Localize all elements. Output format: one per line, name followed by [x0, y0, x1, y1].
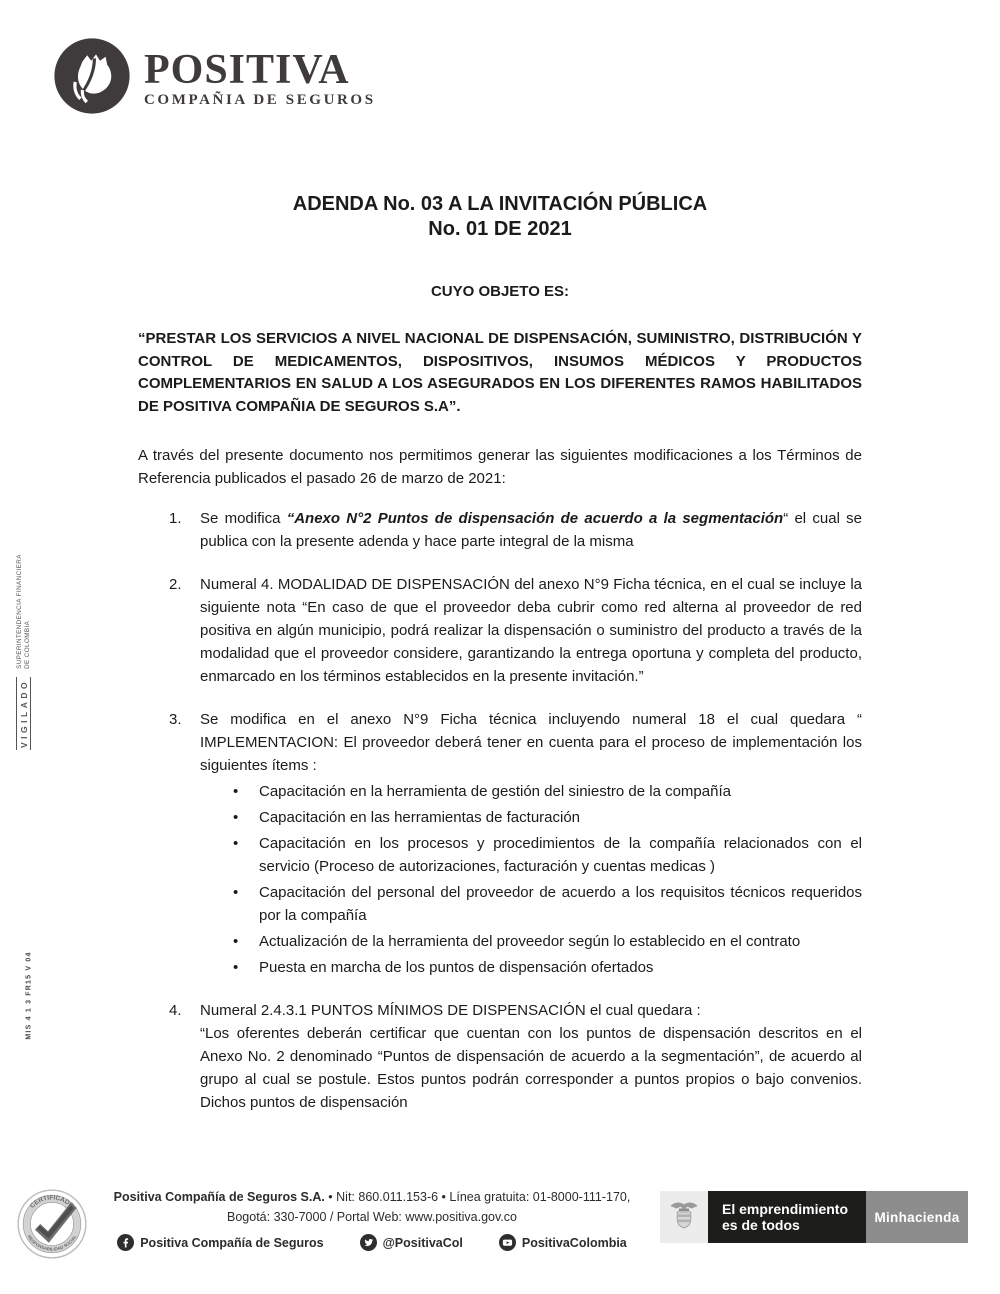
seal-top-text: CERTIFICADO — [28, 1194, 76, 1210]
bullet-item — [233, 881, 862, 927]
colombia-coat-of-arms-icon — [660, 1191, 708, 1243]
youtube-label: PositivaColombia — [521, 1235, 627, 1250]
bullet-text: Capacitación en los procesos y procedimientos de la compañía relacionados con el servicio (Proceso de autorizaciones, facturación y cuentas medicas ) — [259, 835, 862, 875]
bullet-text: Capacitación del personal del proveedor de acuerdo a los requisitos técnicos requeridos por la compañía — [259, 884, 862, 924]
item-text — [200, 999, 862, 1114]
government-branding — [660, 1191, 968, 1243]
logo-brand: POSITIVA — [144, 47, 350, 93]
document-body — [138, 192, 862, 1134]
bullet-text: Capacitación en la herramienta de gestión del siniestro de la compañía — [259, 783, 731, 800]
facebook-label: Positiva Compañía de Seguros — [140, 1235, 324, 1250]
item-number: 4. — [169, 1002, 182, 1019]
vigilado-stamp — [16, 554, 31, 750]
social-twitter — [360, 1234, 463, 1251]
social-youtube — [499, 1234, 627, 1251]
social-links-row — [92, 1234, 652, 1251]
title-line2: No. 01 DE 2021 — [428, 218, 572, 240]
item3-lead: Se modifica en el anexo N°9 Ficha técnica incluyendo numeral 18 el cual quedara “ IMPLEMENTACION: El proveedor deberá tener en cuenta para el proceso de implementación los siguientes ítems : — [200, 711, 862, 774]
gov-slogan-line2: es de todos — [722, 1217, 800, 1233]
gov-slogan — [708, 1191, 866, 1243]
title-line1: ADENDA No. 03 A LA INVITACIÓN PÚBLICA — [292, 193, 708, 215]
object-paragraph: “PRESTAR LOS SERVICIOS A NIVEL NACIONAL DE DISPENSACIÓN, SUMINISTRO, DISTRIBUCIÓN Y CONTROL DE MEDICAMENTOS, DISPOSITIVOS, INSUMOS MÉDICOS Y PRODUCTOS COMPLEMENTARIOS EN SALUD A LOS ASEGURADOS EN LOS DIFERENTES RAMOS HABILITADOS DE POSITIVA COMPAÑIA DE SEGUROS S.A”. — [138, 330, 862, 415]
seal-bottom-text: RESPONSABILIDAD SOCIAL — [26, 1234, 78, 1252]
gov-slogan-line1: El emprendimiento — [722, 1201, 849, 1217]
bullet-text: Puesta en marcha de los puntos de dispensación ofertados — [259, 959, 654, 976]
regulator-label — [16, 554, 31, 669]
bullet-icon: • — [233, 959, 239, 976]
twitter-icon — [360, 1234, 377, 1251]
bullet-item — [233, 806, 862, 829]
bullet-text: Capacitación en las herramientas de facturación — [259, 809, 581, 826]
facebook-icon — [117, 1234, 134, 1251]
item-number: 2. — [169, 576, 182, 593]
positiva-logo — [52, 36, 376, 116]
list-item-4 — [138, 999, 862, 1114]
bullet-item — [233, 930, 862, 953]
bullet-item — [233, 780, 862, 803]
regulator-line2: DE COLOMBIA — [23, 620, 31, 669]
bullet-icon: • — [233, 835, 239, 852]
item-text: Numeral 4. MODALIDAD DE DISPENSACIÓN del anexo N°9 Ficha técnica, en el cual se incluye la siguiente nota “En caso de que el proveedor deba cubrir como red alterna al proveedor de red positiva en algún municipio, podrá realizar la dispensación o suministro del producto a través de la modalidad que el proveedor considere, garantizando la entrega oportuna y completa del producto, enmarcado en los términos establecidos en la presente invitación.” — [200, 576, 862, 685]
bullet-icon: • — [233, 933, 239, 950]
item1-prefix: Se modifica — [200, 510, 287, 527]
list-item-3 — [138, 708, 862, 979]
form-code: MIS 4 1 3 FR15 V 04 — [25, 951, 33, 1040]
vigilado-label: VIGILADO — [16, 677, 31, 750]
item1-emphasis: “Anexo N°2 Puntos de dispensación de acuerdo a la segmentación — [286, 510, 784, 527]
bullet-icon: • — [233, 809, 239, 826]
certification-seal-icon — [16, 1188, 88, 1260]
logo-tagline: COMPAÑIA DE SEGUROS — [144, 92, 376, 108]
item-text — [200, 708, 862, 979]
item-number: 3. — [169, 711, 182, 728]
bullet-text: Actualización de la herramienta del proveedor según lo establecido en el contrato — [259, 933, 801, 950]
bullet-item — [233, 832, 862, 878]
footer-contact-line2: Bogotá: 330-7000 / Portal Web: www.positiva.gov.co — [227, 1210, 517, 1224]
footer-company-name: Positiva Compañía de Seguros S.A. — [113, 1190, 325, 1204]
bullet-item — [233, 956, 862, 979]
footer-contact-line1 — [92, 1190, 652, 1205]
bullet-icon: • — [233, 884, 239, 901]
item-number: 1. — [169, 510, 182, 527]
item4-lead: Numeral 2.4.3.1 PUNTOS MÍNIMOS DE DISPENSACIÓN el cual quedara : — [200, 1002, 701, 1019]
social-facebook — [117, 1234, 323, 1251]
footer-contact-block — [92, 1190, 652, 1251]
item1-suffix: “ el cual se publica con la presente adenda y hace parte integral de la misma — [200, 510, 862, 550]
regulator-line1: SUPERINTENDENCIA FINANCIERA — [16, 554, 23, 669]
twitter-label: @PositivaCol — [382, 1235, 463, 1250]
item4-body: “Los oferentes deberán certificar que cuentan con los puntos de dispensación descritos en el Anexo No. 2 denominado “Puntos de dispensación de acuerdo a la segmentación”, de acuerdo al grupo al cual se postule. Estos puntos podrán corresponder a puntos propios o bajo convenios. Dichos puntos de dispensación — [200, 1025, 862, 1111]
bullet-icon: • — [233, 783, 239, 800]
positiva-bird-icon — [52, 36, 132, 116]
ministry-label: Minhacienda — [866, 1191, 968, 1243]
intro-paragraph: A través del presente documento nos permitimos generar las siguientes modificaciones a los Términos de Referencia publicados el pasado 26 de marzo de 2021: — [138, 447, 862, 487]
bullet-list — [200, 780, 862, 979]
modification-list — [138, 507, 862, 1114]
page-title — [138, 192, 862, 242]
item-text — [200, 507, 862, 553]
list-item-1 — [138, 507, 862, 553]
footer — [0, 1183, 1000, 1278]
youtube-icon — [499, 1234, 516, 1251]
subject-heading: CUYO OBJETO ES: — [430, 283, 570, 300]
list-item-2 — [138, 573, 862, 688]
footer-contact-line1-rest: • Nit: 860.011.153-6 • Línea gratuita: 01-8000-111-170, — [324, 1190, 631, 1204]
